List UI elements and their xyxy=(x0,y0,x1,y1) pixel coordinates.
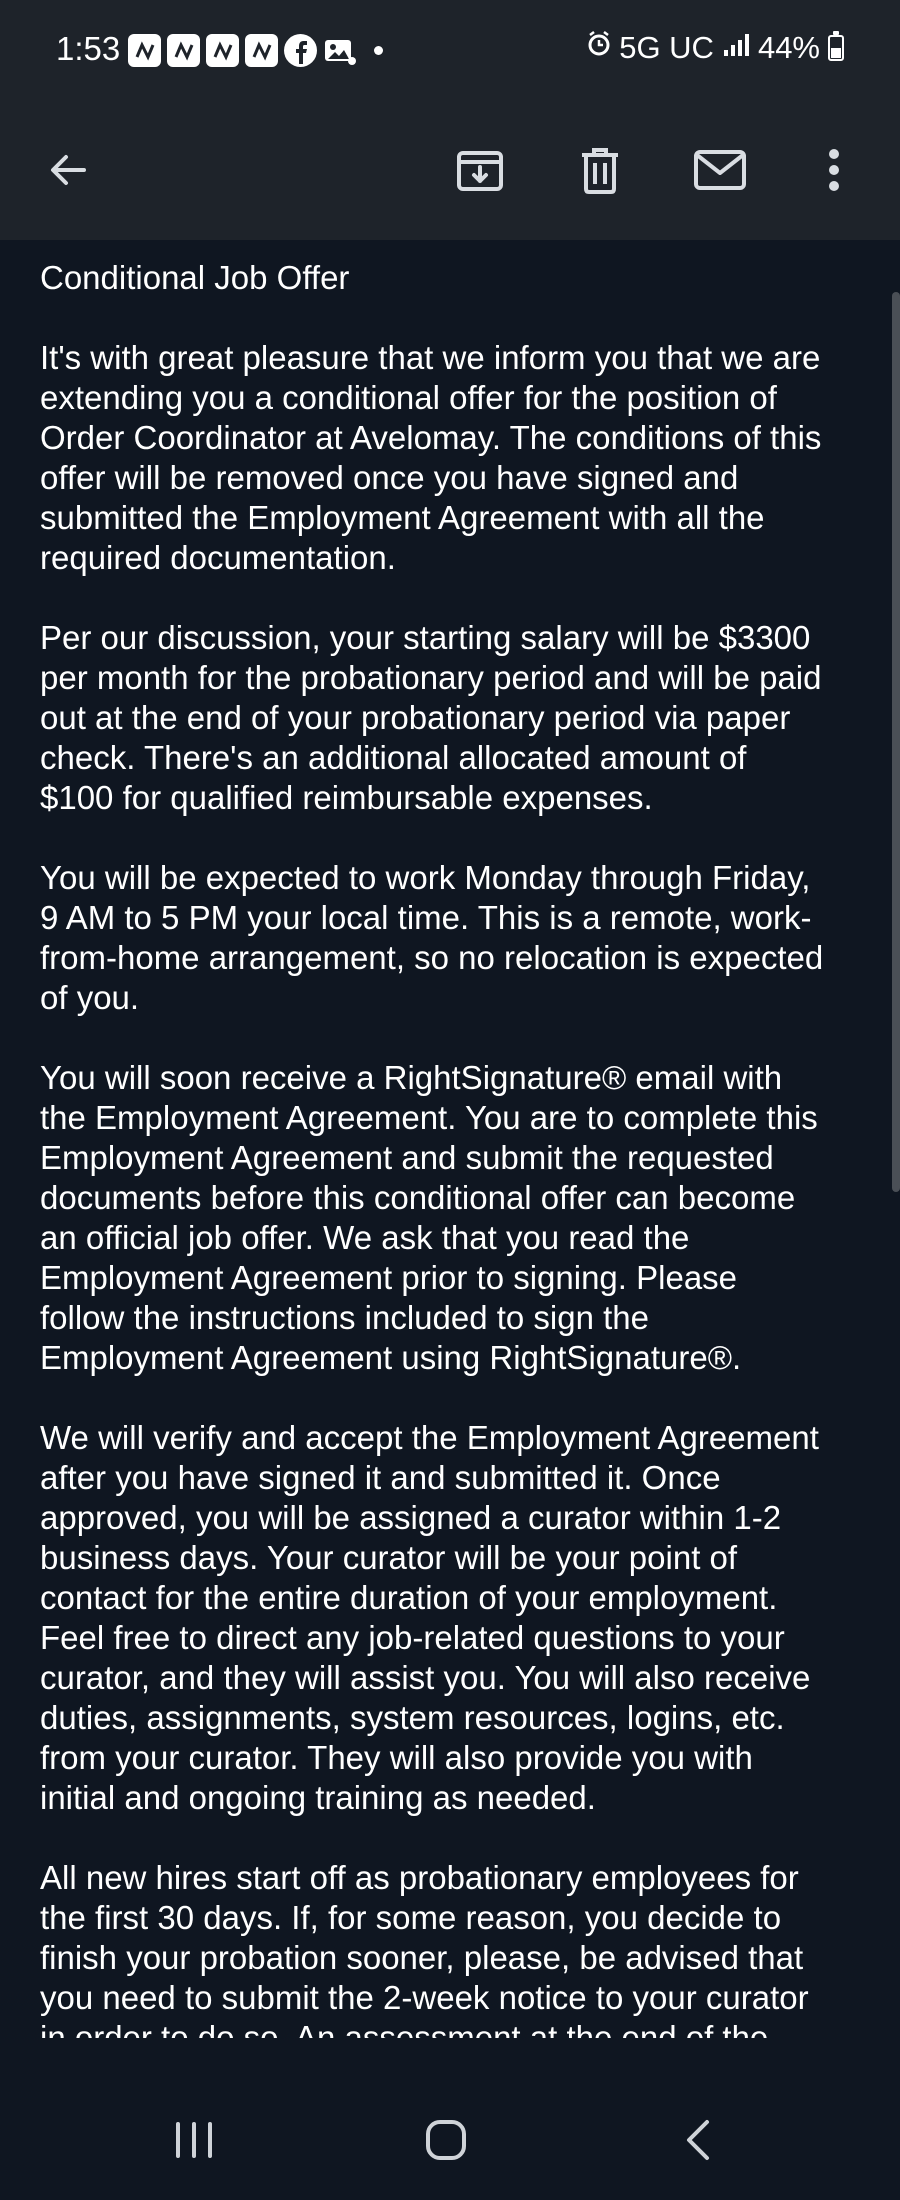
status-time: 1:53 xyxy=(56,30,121,67)
mail-icon xyxy=(693,149,747,191)
email-toolbar xyxy=(0,100,900,240)
status-bar xyxy=(0,0,900,100)
home-icon xyxy=(424,2118,468,2162)
gallery-icon xyxy=(323,34,356,67)
alarm-icon xyxy=(587,30,611,66)
archive-button[interactable] xyxy=(440,130,520,210)
email-paragraph: We will verify and accept the Employment Agreement after you have signed it and submitted it. Once approved, you will be assigned a curator within 1-2 business days. Your curator will be your point of contact for the entire duration of your employment. Feel free to direct any job-related questions to your curator, and they will assist you. You will also receive duties, assignments, system resources, logins, etc. from your curator. They will also provide you with initial and ongoing training as needed. xyxy=(40,1419,819,1816)
app-notification-icon xyxy=(245,34,278,67)
app-notification-icon xyxy=(206,34,239,67)
signal-icon xyxy=(722,30,750,66)
chevron-left-icon xyxy=(683,2118,713,2162)
network-label: 5G UC xyxy=(619,30,714,65)
battery-percent: 44% xyxy=(757,30,820,65)
battery-icon xyxy=(828,35,844,61)
archive-icon xyxy=(455,145,505,195)
email-body[interactable] xyxy=(0,240,900,2080)
system-back-button[interactable] xyxy=(658,2105,738,2175)
back-button[interactable] xyxy=(28,130,108,210)
navigation-bar xyxy=(0,2080,900,2200)
notification-icons xyxy=(128,34,383,67)
trash-icon xyxy=(576,145,624,195)
recent-apps-button[interactable] xyxy=(154,2105,234,2175)
home-button[interactable] xyxy=(406,2105,486,2175)
recent-apps-icon xyxy=(172,2120,216,2160)
more-notifications-dot xyxy=(374,46,383,55)
scrollbar[interactable] xyxy=(892,292,900,1192)
status-right xyxy=(587,30,844,66)
delete-button[interactable] xyxy=(560,130,640,210)
mark-unread-button[interactable] xyxy=(680,130,760,210)
email-title: Conditional Job Offer xyxy=(40,259,350,296)
email-paragraph: It's with great pleasure that we inform you that we are extending you a conditional offer for the position of Order Coordinator at Avelomay. The conditions of this offer will be removed once you have signed and submitted the Employment Agreement with all the required documentation. xyxy=(40,339,822,576)
email-paragraph: Per our discussion, your starting salary will be $3300 per month for the probationary period and will be paid out at the end of your probationary period via paper check. There's an additional allocated amount of $100 for qualified reimbursable expenses. xyxy=(40,619,822,816)
email-paragraph: You will be expected to work Monday through Friday, 9 AM to 5 PM your local time. This is a remote, work- from-home arrangement, so no relocation is expected of you. xyxy=(40,859,824,1016)
arrow-left-icon xyxy=(46,148,90,192)
email-paragraph: All new hires start off as probationary employees for the first 30 days. If, for some reason, you decide to finish your probation sooner, please, be advised that you need to submit the 2-week notice to your curator xyxy=(40,1859,809,2016)
content-cutoff xyxy=(0,2038,900,2080)
more-vertical-icon xyxy=(828,148,840,192)
facebook-icon xyxy=(284,34,317,67)
email-paragraph: You will soon receive a RightSignature® email with the Employment Agreement. You are to complete this Employment Agreement and submit the requested documents before this conditional offer can become an official job offer. We ask that you read the Employment Agreement prior to signing. Please follow the instructions included to sign the Employment Agreement using RightSignature®. xyxy=(40,1059,818,1376)
battery-fill xyxy=(831,48,841,58)
app-notification-icon xyxy=(167,34,200,67)
more-options-button[interactable] xyxy=(794,130,874,210)
app-notification-icon xyxy=(128,34,161,67)
